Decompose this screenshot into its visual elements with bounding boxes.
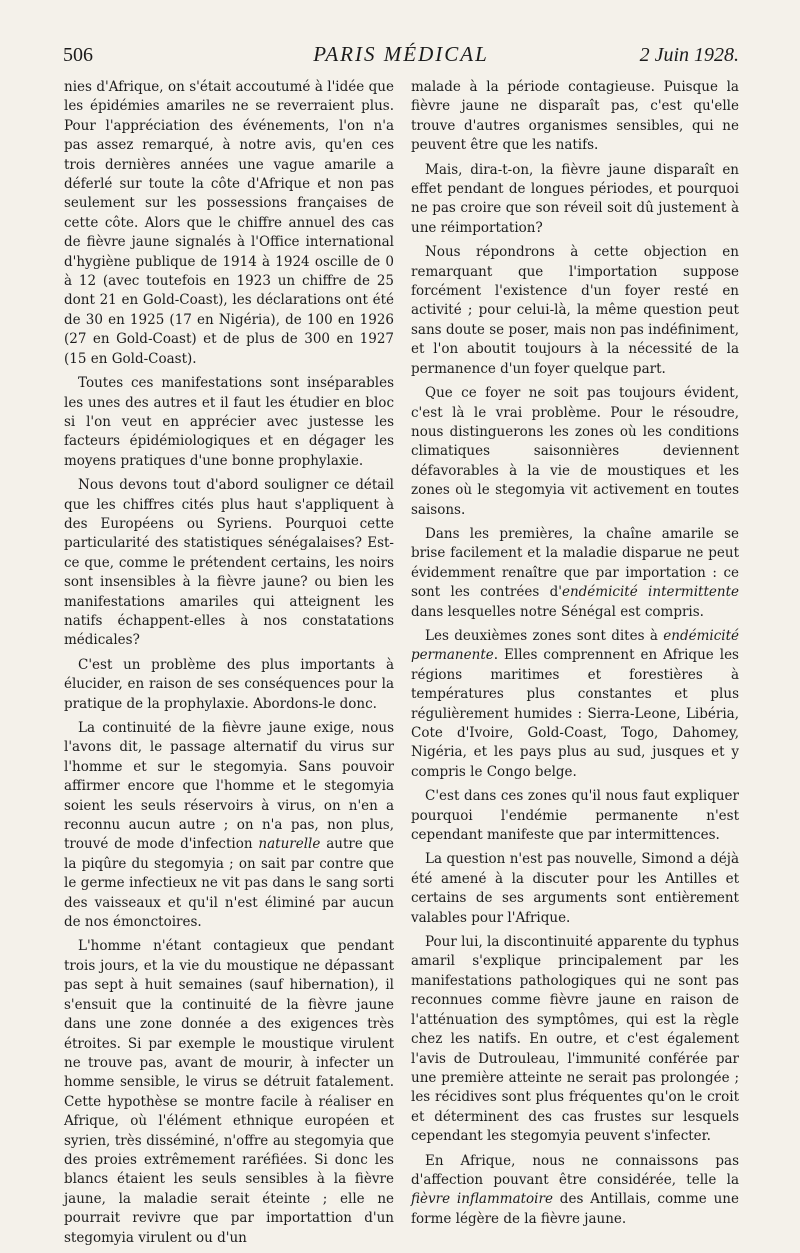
paragraph: Toutes ces manifestations sont inséparables les unes des autres et il faut les étudier en bloc si l'on veut en apprécier avec justesse les facteurs épidémiologiques et en dégager les moyens pratiques d'une bonne prophylaxie. xyxy=(64,375,394,469)
right-column xyxy=(411,78,739,1234)
paragraph: Dans les premières, la chaîne amarile se brise facilement et la maladie disparue ne peut évidemment renaître que par importation : ce sont les contrées d'endémicité intermittente dans lesquelles notre Sénégal est compris. xyxy=(411,525,740,620)
paragraph: Pour lui, la discontinuité apparente du typhus amaril s'explique principalement par les manifestations pathologiques qui ne sont pas reconnues comme fièvre jaune en raison de l'atténuation des symptômes, qui est la règle chez les natifs. En outre, et c'est également l'avis de Dutrouleau, l'immunité conférée par une première atteinte ne serait pas prolongée ; les récidives sont plus fréquentes qu'on le croit et déterminent des cas frustes sur lesquels cependant les stegomyia peuvent s'infecter. xyxy=(411,934,739,1145)
issue-date: 2 Juin 1928. xyxy=(639,44,739,66)
paragraph: C'est un problème des plus importants à élucider, en raison de ses conséquences pour la pratique de la prophylaxie. Abordons-le donc. xyxy=(64,656,394,712)
paragraph: C'est dans ces zones qu'il nous faut expliquer pourquoi l'endémie permanente n'est cependant manifeste que par intermittences. xyxy=(411,788,739,844)
paragraph: nies d'Afrique, on s'était accoutumé à l'idée que les épidémies amariles ne se reverraient plus. Pour l'appréciation des événements, l'on n'a pas assez remarqué, à notre avis, qu'en ces trois dernières années une vague amarile a déferlé sur toute la côte d'Afrique et non pas seulement sur les possessions françaises de cette côte. Alors que le chiffre annuel des cas de fièvre jaune signalés à l'Office international d'hygiène publique de 1914 à 1924 oscille de 0 à 12 (avec toutefois en 1923 un chiffre de 25 dont 21 en Gold-Coast), les déclarations ont été de 30 en 1925 (17 en Nigéria), de 100 en 1926 (27 en Gold-Coast) et de plus de 300 en 1927 (15 en Gold-Coast). xyxy=(64,79,394,367)
paragraph: En Afrique, nous ne connaissons pas d'affection pouvant être considérée, telle la fièvre inflammatoire des Antillais, comme une forme légère de la fièvre jaune. xyxy=(411,1152,739,1227)
paragraph: Que ce foyer ne soit pas toujours évident, c'est là le vrai problème. Pour le résoudre, nous distinguerons les zones où les conditions climatiques saisonnières deviennent défavorables à la vie de moustiques et les zones où le stegomyia vit activement en toutes saisons. xyxy=(411,385,739,518)
paragraph: malade à la période contagieuse. Puisque la fièvre jaune ne disparaît pas, c'est qu'elle trouve d'autres organismes sensibles, qui ne peuvent être que les natifs. xyxy=(411,79,739,154)
journal-title: PARIS MÉDICAL xyxy=(313,42,489,66)
left-column xyxy=(64,78,394,1253)
paragraph: Mais, dira-t-on, la fièvre jaune disparaît en effet pendant de longues périodes, et pourquoi ne pas croire que son réveil soit dû justement à une réimportation? xyxy=(411,161,739,236)
paragraph: Nous devons tout d'abord souligner ce détail que les chiffres cités plus haut s'appliquent à des Européens ou Syriens. Pourquoi cette particularité des statistiques sénégalaises? Est-ce que, comme le prétendent certains, les noirs sont insensibles à la fièvre jaune? ou bien les manifestations amariles qui atteignent les natifs échappent-elles à nos constatations médicales? xyxy=(64,477,394,649)
paragraph: La question n'est pas nouvelle, Simond a déjà été amené à la discuter pour les Antilles et certains de ses arguments sont entièrement valables pour l'Afrique. xyxy=(411,851,739,926)
page-header xyxy=(63,40,739,70)
paragraph: Les deuxièmes zones sont dites à endémicité permanente. Elles comprennent en Afrique les régions maritimes et forestières à températures plus constantes et plus régulièrement humides : Sierra-Leone, Libéria, Cote d'Ivoire, Gold-Coast, Togo, Dahomey, Nigéria, et les pays plus au sud, jusques et y compris le Congo belge. xyxy=(411,627,739,780)
page-number: 506 xyxy=(63,44,93,66)
paragraph: Nous répondrons à cette objection en remarquant que l'importation suppose forcément l'existence d'un foyer resté en activité ; pour celui-là, la même question peut sans doute se poser, mais non pas indéfiniment, et l'on aboutit toujours à la nécessité de la permanence d'un foyer quelque part. xyxy=(411,244,739,377)
paragraph: L'homme n'étant contagieux que pendant trois jours, et la vie du moustique ne dépassant pas sept à huit semaines (sauf hibernation), il s'ensuit que la continuité de la fièvre jaune dans une zone donnée a des exigences très étroites. Si par exemple le moustique virulent ne trouve pas, avant de mourir, à infecter un homme sensible, le virus se détruit fatalement. Cette hypothèse se montre facile à réaliser en Afrique, où l'élément ethnique européen et syrien, très disséminé, n'offre au stegomyia que des proies extrêmement raréfiées. Si donc les blancs étaient les seuls sensibles à la fièvre jaune, la maladie serait éteinte ; elle ne pourrait revivre que par importattion d'un stegomyia virulent ou d'un xyxy=(64,938,394,1246)
paragraph: La continuité de la fièvre jaune exige, nous l'avons dit, le passage alternatif du virus sur l'homme et sur le stegomyia. Sans pouvoir affirmer encore que l'homme et le stegomyia soient les seuls réservoirs à virus, on n'en a reconnu aucun autre ; on n'a pas, non plus, trouvé de mode d'infection naturelle autre que la piqûre du stegomyia ; on sait par contre que le germe infectieux ne vit pas dans le sang sorti des vaisseaux et qu'il n'est éliminé par aucun de nos émonctoires. xyxy=(64,720,394,931)
